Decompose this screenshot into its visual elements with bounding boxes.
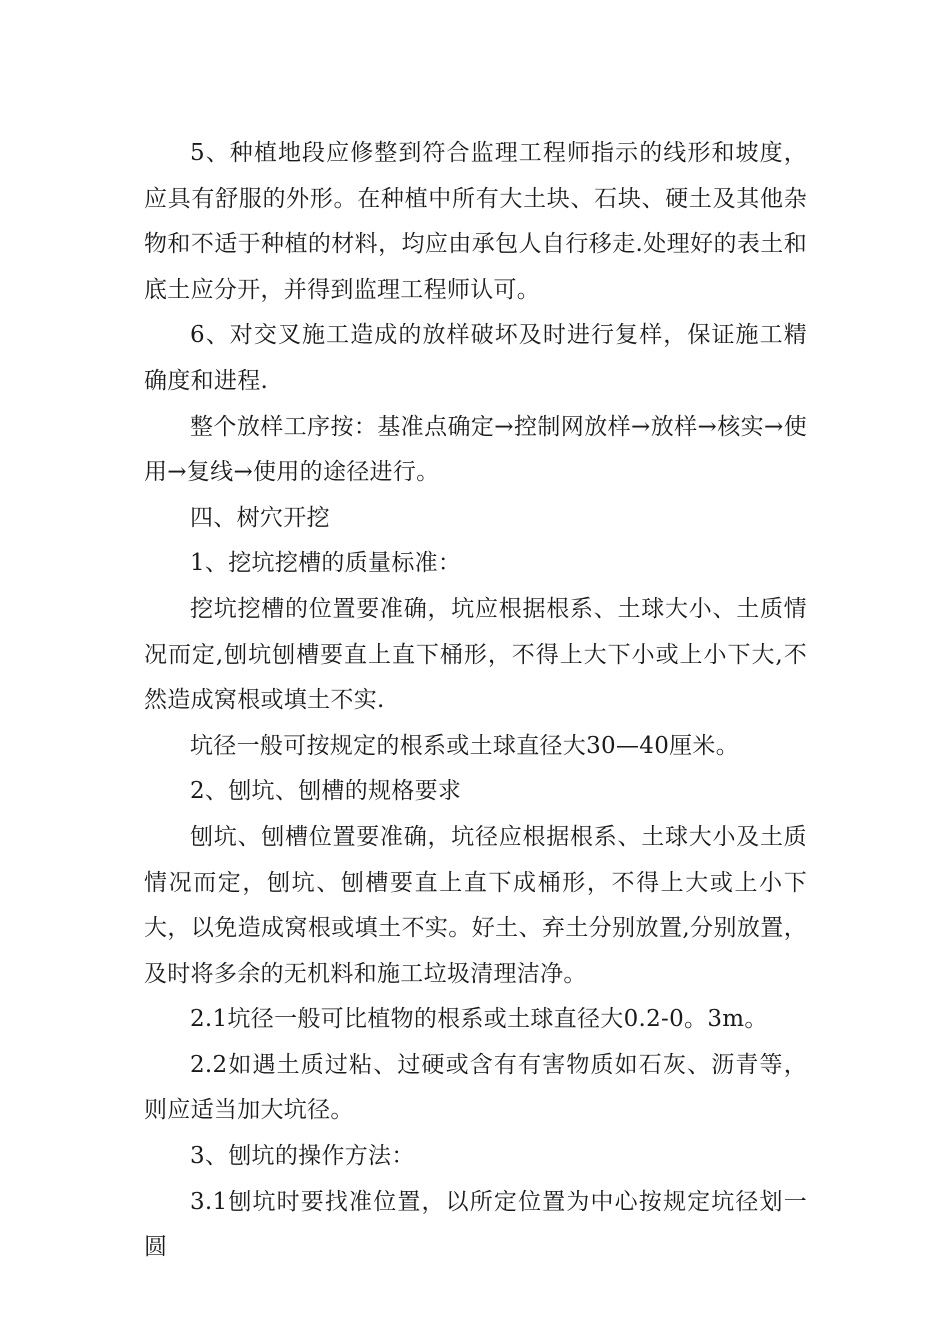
paragraph-site-grading: 5、种植地段应修整到符合监理工程师指示的线形和坡度，应具有舒服的外形。在种植中所有大土块、石块、硬土及其他杂物和不适于种植的材料，均应由承包人自行移走.处理好的表土和底土应分开，并得到监理工程师认可。 [144,140,807,303]
paragraph-pit-position: 挖坑挖槽的位置要准确，坑应根据根系、土球大小、土质情况而定,刨坑刨槽要直上直下桶形，不得上大下小或上小下大,不然造成窝根或填土不实. [144,595,807,714]
paragraph-item-2-1: 2.1坑径一般可比植物的根系或土球直径大0.2-0。3m。 [190,1006,768,1033]
paragraph-pit-diameter: 坑径一般可按规定的根系或土球直径大30—40厘米。 [190,732,740,759]
paragraph-staking-procedure: 整个放样工序按：基准点确定→控制网放样→放样→核实→使用→复线→使用的途径进行。 [144,413,807,486]
paragraph-restaking: 6、对交叉施工造成的放样破坏及时进行复样，保证施工精确度和进程. [144,322,807,394]
section-heading-pit-excavation: 四、树穴开挖 [190,504,330,531]
document-body [144,131,807,1271]
subheading-specification: 2、刨坑、刨槽的规格要求 [190,778,462,805]
paragraph-spec-details: 刨坑、刨槽位置要准确，坑径应根据根系、土球大小及土质情况而定，刨坑、刨槽要直上直下成桶形，不得上大或上小下大，以免造成窝根或填土不实。好土、弃土分别放置,分别放置，及时将多余的无机料和施工垃圾清理洁净。 [144,823,807,987]
subheading-quality-standard: 1、挖坑挖槽的质量标准： [190,550,462,577]
subheading-operation-method: 3、刨坑的操作方法： [190,1143,415,1170]
paragraph-item-2-2: 2.2如遇土质过粘、过硬或含有有害物质如石灰、沥青等，则应适当加大坑径。 [144,1051,807,1124]
paragraph-item-3-1: 3.1刨坑时要找准位置，以所定位置为中心按规定坑径划一圆 [144,1188,807,1261]
